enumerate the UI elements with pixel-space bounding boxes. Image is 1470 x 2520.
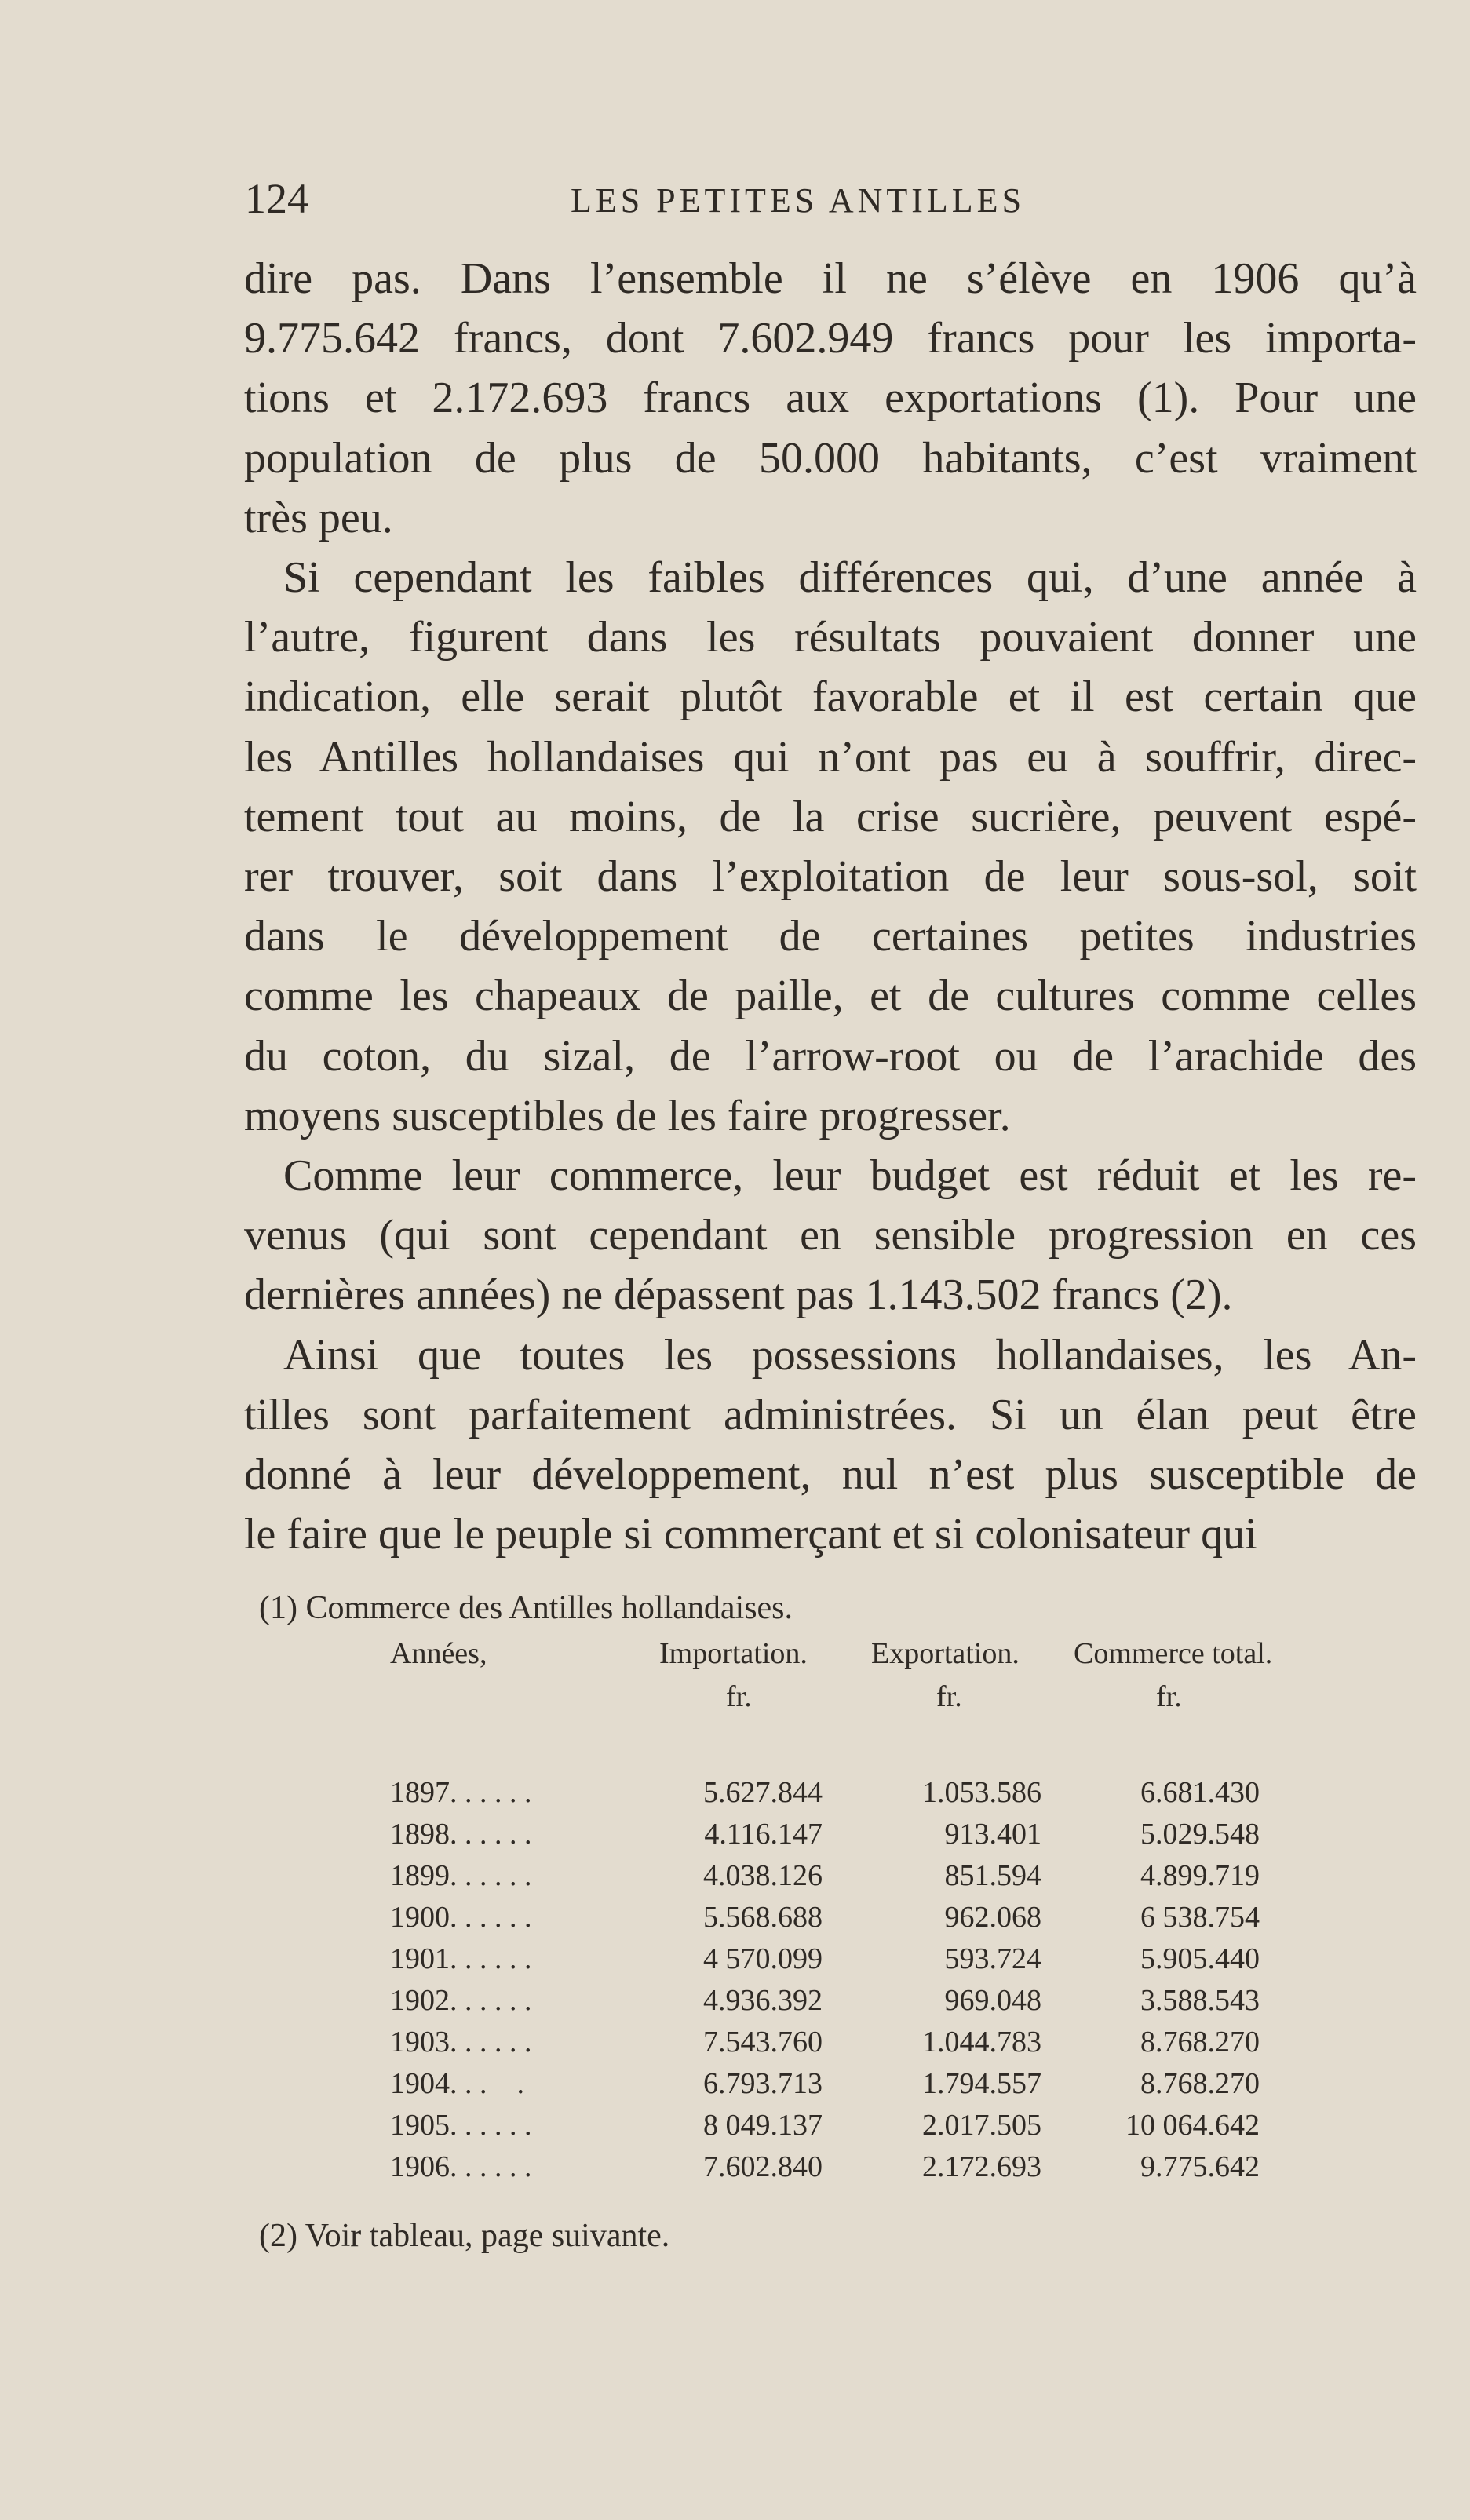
total-cell: 9.775.642 bbox=[1140, 2150, 1260, 2183]
body-line: 9.775.642 francs, dont 7.602.949 francs pour les importa- bbox=[244, 314, 1417, 363]
body-line: venus (qui sont cependant en sensible progression en ces bbox=[244, 1211, 1417, 1260]
body-line: les Antilles hollandaises qui n’ont pas eu à souffrir, direc- bbox=[244, 732, 1417, 782]
footnote-2: (2) Voir tableau, page suivante. bbox=[259, 2218, 670, 2254]
body-line: tement tout au moins, de la crise sucrière, peuvent espé- bbox=[244, 792, 1417, 841]
year-cell: 1897. . . . . . bbox=[390, 1776, 532, 1809]
col-header-import: Importation. bbox=[659, 1637, 808, 1670]
body-line: tilles sont parfaitement administrées. Si un élan peut être bbox=[244, 1390, 1417, 1439]
year-cell: 1898. . . . . . bbox=[390, 1818, 532, 1851]
year-cell: 1899. . . . . . bbox=[390, 1859, 532, 1892]
footnote-1: (1) Commerce des Antilles hollandaises. bbox=[259, 1590, 793, 1626]
total-cell: 5.905.440 bbox=[1140, 1942, 1260, 1975]
total-cell: 6.681.430 bbox=[1140, 1776, 1260, 1809]
year-cell: 1900. . . . . . bbox=[390, 1901, 532, 1934]
total-cell: 5.029.548 bbox=[1140, 1818, 1260, 1851]
total-cell: 3.588.543 bbox=[1140, 1984, 1260, 2017]
body-line: dernières années) ne dépassent pas 1.143.502 francs (2). bbox=[244, 1271, 1233, 1320]
year-cell: 1902. . . . . . bbox=[390, 1984, 532, 2017]
unit-import: fr. bbox=[726, 1680, 752, 1713]
unit-total: fr. bbox=[1156, 1680, 1182, 1713]
body-line: indication, elle serait plutôt favorable et il est certain que bbox=[244, 673, 1417, 722]
body-line: donné à leur développement, nul n’est plus susceptible de bbox=[244, 1450, 1417, 1499]
export-cell: 1.053.586 bbox=[922, 1776, 1041, 1809]
body-line: population de plus de 50.000 habitants, c’est vraiment bbox=[244, 433, 1417, 483]
body-line: tions et 2.172.693 francs aux exportations (1). Pour une bbox=[244, 374, 1417, 423]
total-cell: 8.768.270 bbox=[1140, 2026, 1260, 2059]
import-cell: 8 049.137 bbox=[703, 2109, 823, 2142]
import-cell: 5.568.688 bbox=[703, 1901, 823, 1934]
body-line: Ainsi que toutes les possessions hollandaises, les An- bbox=[283, 1330, 1417, 1380]
col-header-export: Exportation. bbox=[871, 1637, 1020, 1670]
total-cell: 6 538.754 bbox=[1140, 1901, 1260, 1934]
year-cell: 1905. . . . . . bbox=[390, 2109, 532, 2142]
body-line: dans le développement de certaines petites industries bbox=[244, 912, 1417, 961]
import-cell: 7.602.840 bbox=[703, 2150, 823, 2183]
import-cell: 5.627.844 bbox=[703, 1776, 823, 1809]
body-line: Si cependant les faibles différences qui, d’une année à bbox=[283, 553, 1417, 602]
body-line: l’autre, figurent dans les résultats pouvaient donner une bbox=[244, 613, 1417, 662]
body-line: rer trouver, soit dans l’exploitation de leur sous-sol, soit bbox=[244, 852, 1417, 901]
year-cell: 1904. . . . bbox=[390, 2067, 524, 2100]
running-title: LES PETITES ANTILLES bbox=[570, 181, 1026, 220]
export-cell: 913.401 bbox=[944, 1818, 1041, 1851]
year-cell: 1906. . . . . . bbox=[390, 2150, 532, 2183]
col-header-total: Commerce total. bbox=[1074, 1637, 1273, 1670]
body-line: moyens susceptibles de les faire progresser. bbox=[244, 1091, 1011, 1140]
year-cell: 1901. . . . . . bbox=[390, 1942, 532, 1975]
body-line: Comme leur commerce, leur budget est réduit et les re- bbox=[283, 1151, 1417, 1200]
body-line: dire pas. Dans l’ensemble il ne s’élève en 1906 qu’à bbox=[244, 254, 1417, 303]
body-line: du coton, du sizal, de l’arrow-root ou de l’arachide des bbox=[244, 1031, 1417, 1081]
body-line: très peu. bbox=[244, 493, 393, 542]
export-cell: 1.794.557 bbox=[922, 2067, 1041, 2100]
export-cell: 1.044.783 bbox=[922, 2026, 1041, 2059]
year-cell: 1903. . . . . . bbox=[390, 2026, 532, 2059]
import-cell: 7.543.760 bbox=[703, 2026, 823, 2059]
export-cell: 969.048 bbox=[944, 1984, 1041, 2017]
export-cell: 2.172.693 bbox=[922, 2150, 1041, 2183]
import-cell: 4.936.392 bbox=[703, 1984, 823, 2017]
total-cell: 10 064.642 bbox=[1125, 2109, 1260, 2142]
col-header-years: Années, bbox=[390, 1637, 487, 1670]
page-number: 124 bbox=[245, 175, 308, 222]
body-line: le faire que le peuple si commerçant et si colonisateur qui bbox=[244, 1510, 1257, 1559]
import-cell: 4 570.099 bbox=[703, 1942, 823, 1975]
export-cell: 851.594 bbox=[944, 1859, 1041, 1892]
export-cell: 962.068 bbox=[944, 1901, 1041, 1934]
import-cell: 6.793.713 bbox=[703, 2067, 823, 2100]
export-cell: 2.017.505 bbox=[922, 2109, 1041, 2142]
total-cell: 4.899.719 bbox=[1140, 1859, 1260, 1892]
unit-export: fr. bbox=[936, 1680, 962, 1713]
export-cell: 593.724 bbox=[944, 1942, 1041, 1975]
body-line: comme les chapeaux de paille, et de cultures comme celles bbox=[244, 972, 1417, 1021]
import-cell: 4.116.147 bbox=[704, 1818, 823, 1851]
import-cell: 4.038.126 bbox=[703, 1859, 823, 1892]
total-cell: 8.768.270 bbox=[1140, 2067, 1260, 2100]
